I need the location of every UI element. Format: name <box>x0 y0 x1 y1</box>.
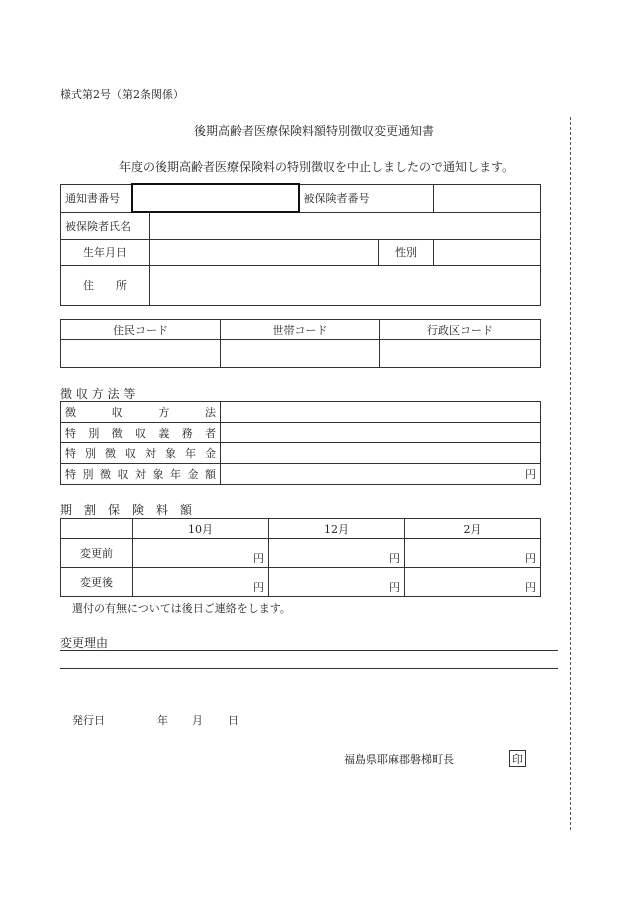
issue-date-label: 発行日 <box>72 714 105 727</box>
label-char: 年 <box>170 468 181 481</box>
intro-text: 年度の後期高齢者医療保険料の特別徴収を中止しましたので通知します。 <box>119 160 515 174</box>
label-char: 収 <box>111 406 123 419</box>
address-field[interactable] <box>150 265 541 305</box>
district-code-label: 行政区コード <box>380 320 541 340</box>
form-number: 様式第2号（第2条関係） <box>60 88 184 101</box>
after-oct-field[interactable]: 円 <box>133 568 269 597</box>
label-char: 象 <box>165 447 176 460</box>
label-char: 金 <box>205 447 216 460</box>
month-header-dec: 12月 <box>269 519 405 539</box>
notice-number-label: 通知書番号 <box>61 184 132 212</box>
obligor-field[interactable] <box>221 423 541 443</box>
label-char: 収 <box>125 447 136 460</box>
label-char: 法 <box>204 406 216 419</box>
target-pension-amount-field[interactable]: 円 <box>221 464 541 485</box>
insured-name-field[interactable] <box>150 212 541 239</box>
installment-table <box>60 518 541 597</box>
sex-field[interactable] <box>434 239 541 265</box>
target-pension-amount-label <box>61 464 221 485</box>
issue-month-label: 月 <box>192 714 203 727</box>
insured-number-field[interactable] <box>434 184 541 212</box>
issue-day-label: 日 <box>228 714 239 727</box>
label-char: 収 <box>134 426 146 440</box>
target-pension-field[interactable] <box>221 443 541 464</box>
label-char: 徴 <box>111 426 123 440</box>
before-dec-field[interactable]: 円 <box>269 539 405 568</box>
cut-line <box>570 117 571 830</box>
collection-row-label-0 <box>65 404 216 420</box>
obligor-label <box>61 423 221 443</box>
label-char: 額 <box>205 468 216 481</box>
label-char: 年 <box>185 447 196 460</box>
document-title: 後期高齢者医療保険料額特別徴収変更通知書 <box>194 124 435 138</box>
resident-code-label: 住民コード <box>61 320 221 340</box>
household-code-label: 世帯コード <box>221 320 380 340</box>
codes-table <box>60 319 541 368</box>
before-oct-field[interactable]: 円 <box>133 539 269 568</box>
label-char: 者 <box>204 426 216 440</box>
installment-corner <box>61 519 133 539</box>
target-pension-label <box>61 443 221 464</box>
installment-heading: 期 割 保 険 料 額 <box>60 503 193 517</box>
insured-number-label: 被保険者番号 <box>299 184 434 212</box>
birth-date-field[interactable] <box>150 239 379 265</box>
label-char: 特 <box>65 447 76 460</box>
label-char: 別 <box>85 447 96 460</box>
label-char: 収 <box>117 468 129 481</box>
insured-name-label: 被保険者氏名 <box>61 212 150 239</box>
after-feb-field[interactable]: 円 <box>405 568 541 597</box>
label-char: 徴 <box>100 468 111 481</box>
label-char: 徴 <box>105 447 116 460</box>
insured-info-table <box>60 183 541 306</box>
issuer-name: 福島県耶麻郡磐梯町長 <box>344 753 454 766</box>
label-char: 別 <box>82 468 94 481</box>
notice-number-field[interactable] <box>132 184 299 212</box>
label-char: 徴 <box>65 406 76 419</box>
label-char: 特 <box>65 426 76 440</box>
after-dec-field[interactable]: 円 <box>269 568 405 597</box>
label-char: 別 <box>88 426 100 440</box>
reason-line-2[interactable] <box>60 668 558 669</box>
label-char: 方 <box>158 406 170 419</box>
collection-method-label <box>61 402 221 423</box>
address-label: 住 所 <box>61 265 150 305</box>
change-reason-label: 変更理由 <box>60 636 109 650</box>
label-char: 象 <box>152 468 164 481</box>
collection-row-label-3 <box>65 466 216 482</box>
before-feb-field[interactable]: 円 <box>405 539 541 568</box>
issue-year-label: 年 <box>157 714 168 727</box>
sex-label: 性別 <box>379 239 434 265</box>
label-char: 対 <box>135 468 146 481</box>
refund-note: 還付の有無については後日ご連絡をします。 <box>72 602 291 615</box>
collection-table <box>60 401 541 485</box>
birth-date-label: 生年月日 <box>61 239 150 265</box>
collection-heading: 徴 収 方 法 等 <box>60 387 136 401</box>
collection-row-label-2 <box>65 445 216 461</box>
reason-line-1[interactable] <box>60 650 558 651</box>
month-header-feb: 2月 <box>405 519 541 539</box>
district-code-field[interactable] <box>380 340 541 368</box>
household-code-field[interactable] <box>221 340 380 368</box>
label-char: 義 <box>158 426 170 440</box>
label-char: 対 <box>145 447 156 460</box>
resident-code-field[interactable] <box>61 340 221 368</box>
label-char: 特 <box>65 468 76 481</box>
collection-method-field[interactable] <box>221 402 541 423</box>
seal-mark: 印 <box>509 750 526 767</box>
label-char: 金 <box>187 468 199 481</box>
collection-row-label-1 <box>65 425 216 441</box>
month-header-oct: 10月 <box>133 519 269 539</box>
label-char: 務 <box>181 426 193 440</box>
after-change-label: 変更後 <box>61 568 133 597</box>
before-change-label: 変更前 <box>61 539 133 568</box>
